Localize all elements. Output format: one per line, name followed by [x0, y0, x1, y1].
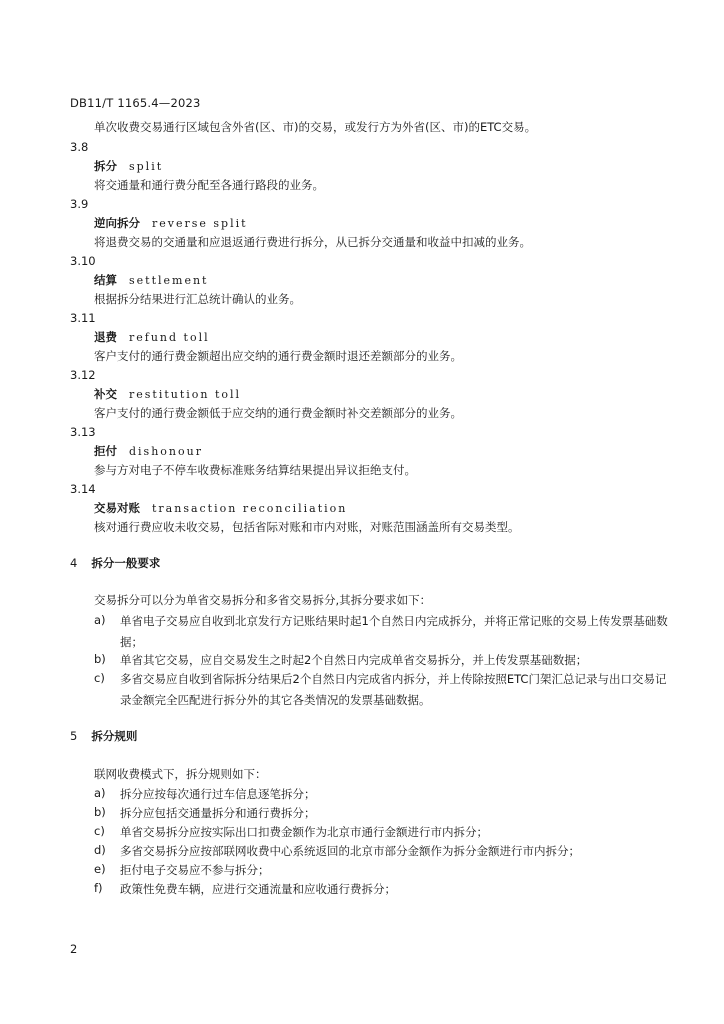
- list-item-label: f): [94, 881, 103, 895]
- term-en: refund toll: [129, 331, 210, 344]
- term-cn: 退费: [94, 330, 117, 344]
- term-heading: [94, 216, 248, 231]
- section-number: 5: [70, 729, 78, 743]
- term-heading: [94, 273, 208, 288]
- list-item-label: e): [94, 862, 106, 876]
- term-number: 3.12: [70, 368, 96, 382]
- term-number: 3.8: [70, 140, 89, 154]
- section-title: 拆分一般要求: [91, 556, 161, 570]
- term-definition: 将退费交易的交通量和应退返通行费进行拆分，从已拆分交通量和收益中扣减的业务。: [94, 235, 531, 249]
- term-definition: 核对通行费应收未收交易，包括省际对账和市内对账，对账范围涵盖所有交易类型。: [94, 520, 520, 534]
- list-item-label: c): [94, 671, 105, 685]
- term-cn: 结算: [94, 273, 117, 287]
- list-item-text: 拆分应包括交通量拆分和通行费拆分；: [120, 806, 316, 820]
- term-en: dishonour: [129, 445, 203, 458]
- list-item-text: 单省电子交易应自收到北京发行方记账结果时起1个自然日内完成拆分，并将正常记账的交易上传发票基础数据；: [120, 614, 668, 649]
- list-item-text: 拆分应按每次通行过车信息逐笔拆分；: [120, 787, 316, 801]
- term-number: 3.11: [70, 311, 96, 325]
- term-heading: [94, 330, 210, 345]
- term-cn: 逆向拆分: [94, 216, 140, 230]
- term-number: 3.9: [70, 197, 89, 211]
- term-heading: [94, 444, 203, 459]
- term-en: settlement: [129, 274, 209, 287]
- term-cn: 补交: [94, 387, 117, 401]
- section-heading: [70, 729, 137, 744]
- term-definition: 根据拆分结果进行汇总统计确认的业务。: [94, 292, 301, 306]
- list-item-text: 多省交易应自收到省际拆分结果后2个自然日内完成省内拆分，并上传除按照ETC门架汇总记录与出口交易记录金额完全匹配进行拆分外的其它各类情况的发票基础数据。: [120, 672, 667, 707]
- list-item-label: d): [94, 843, 106, 857]
- section-heading: [70, 556, 160, 571]
- term-cn: 拒付: [94, 444, 117, 458]
- term-heading: [94, 159, 163, 174]
- term-number: 3.13: [70, 425, 96, 439]
- list-item-text: 政策性免费车辆，应进行交通流量和应收通行费拆分；: [120, 882, 396, 896]
- term-cn: 拆分: [94, 159, 117, 173]
- document-header: DB11/T 1165.4—2023: [70, 96, 201, 110]
- term-en: restitution toll: [129, 388, 242, 401]
- list-item-text: 单省交易拆分应按实际出口扣费金额作为北京市通行金额进行市内拆分；: [120, 825, 488, 839]
- page-number: 2: [70, 942, 78, 956]
- section-title: 拆分规则: [91, 729, 138, 743]
- list-item-label: a): [94, 613, 106, 627]
- term-heading: [94, 501, 347, 516]
- term-definition: 参与方对电子不停车收费标准账务结算结果提出异议拒绝支付。: [94, 463, 416, 477]
- term-cn: 交易对账: [94, 501, 140, 515]
- term-definition: 客户支付的通行费金额超出应交纳的通行费金额时退还差额部分的业务。: [94, 349, 462, 363]
- term-number: 3.14: [70, 482, 96, 496]
- list-item-text: 单省其它交易，应自交易发生之时起2个自然日内完成单省交易拆分，并上传发票基础数据；: [120, 653, 588, 667]
- list-item-label: b): [94, 652, 106, 666]
- lead-text: 单次收费交易通行区域包含外省(区、市)的交易，或发行方为外省(区、市)的ETC交易。: [94, 120, 537, 134]
- term-number: 3.10: [70, 254, 96, 268]
- section-intro: 交易拆分可以分为单省交易拆分和多省交易拆分,其拆分要求如下：: [94, 593, 432, 607]
- term-en: transaction reconciliation: [152, 502, 348, 515]
- term-definition: 将交通量和通行费分配至各通行路段的业务。: [94, 178, 324, 192]
- term-definition: 客户支付的通行费金额低于应交纳的通行费金额时补交差额部分的业务。: [94, 406, 462, 420]
- list-item-text: 多省交易拆分应按部联网收费中心系统返回的北京市部分金额作为拆分金额进行市内拆分；: [120, 844, 580, 858]
- list-item-text: 拒付电子交易应不参与拆分；: [120, 863, 270, 877]
- term-en: split: [129, 160, 164, 173]
- term-heading: [94, 387, 241, 402]
- list-item-label: b): [94, 805, 106, 819]
- list-item-label: c): [94, 824, 105, 838]
- list-item-label: a): [94, 786, 106, 800]
- section-intro: 联网收费模式下，拆分规则如下：: [94, 767, 267, 781]
- term-en: reverse split: [152, 217, 248, 230]
- section-number: 4: [70, 556, 78, 570]
